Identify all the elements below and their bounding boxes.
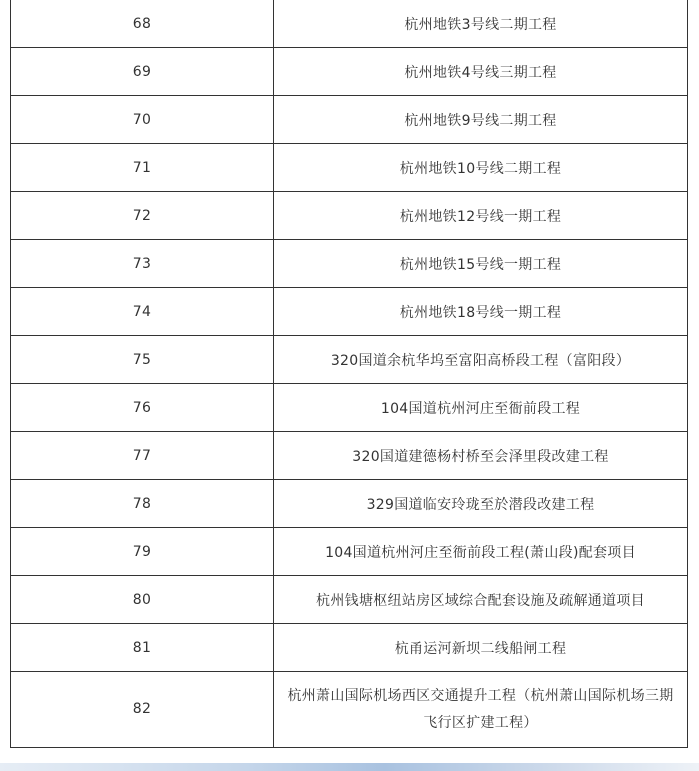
row-number: 69 — [11, 48, 274, 96]
table-row — [11, 0, 688, 48]
row-number: 80 — [11, 576, 274, 624]
table-row — [11, 144, 688, 192]
project-table — [10, 0, 688, 748]
table-row — [11, 192, 688, 240]
table-row — [11, 288, 688, 336]
row-number: 78 — [11, 480, 274, 528]
project-name: 杭州地铁9号线二期工程 — [274, 96, 688, 144]
row-number: 72 — [11, 192, 274, 240]
table-row — [11, 96, 688, 144]
project-name: 320国道建德杨村桥至会泽里段改建工程 — [274, 432, 688, 480]
project-name: 320国道余杭华坞至富阳高桥段工程（富阳段） — [274, 336, 688, 384]
row-number: 70 — [11, 96, 274, 144]
table-row — [11, 432, 688, 480]
row-number: 68 — [11, 0, 274, 48]
project-name: 104国道杭州河庄至衙前段工程(萧山段)配套项目 — [274, 528, 688, 576]
project-name: 329国道临安玲珑至於潜段改建工程 — [274, 480, 688, 528]
project-name: 104国道杭州河庄至衙前段工程 — [274, 384, 688, 432]
table-row — [11, 528, 688, 576]
row-number: 71 — [11, 144, 274, 192]
table-row — [11, 576, 688, 624]
row-number: 81 — [11, 624, 274, 672]
row-number: 79 — [11, 528, 274, 576]
row-number: 76 — [11, 384, 274, 432]
row-number: 74 — [11, 288, 274, 336]
table-row — [11, 672, 688, 748]
project-name: 杭州钱塘枢纽站房区域综合配套设施及疏解通道项目 — [274, 576, 688, 624]
project-name: 杭州地铁3号线二期工程 — [274, 0, 688, 48]
table-row — [11, 480, 688, 528]
project-name: 杭州地铁15号线一期工程 — [274, 240, 688, 288]
table-row — [11, 48, 688, 96]
project-name: 杭州地铁4号线三期工程 — [274, 48, 688, 96]
row-number: 77 — [11, 432, 274, 480]
row-number: 75 — [11, 336, 274, 384]
project-name: 杭州地铁10号线二期工程 — [274, 144, 688, 192]
project-name: 杭州萧山国际机场西区交通提升工程（杭州萧山国际机场三期飞行区扩建工程） — [274, 672, 688, 748]
project-name: 杭州地铁12号线一期工程 — [274, 192, 688, 240]
project-name: 杭甬运河新坝二线船闸工程 — [274, 624, 688, 672]
project-table-container — [10, 0, 687, 748]
row-number: 73 — [11, 240, 274, 288]
project-name: 杭州地铁18号线一期工程 — [274, 288, 688, 336]
table-row — [11, 624, 688, 672]
bottom-decoration-bar — [0, 763, 699, 771]
table-row — [11, 384, 688, 432]
table-row — [11, 240, 688, 288]
row-number: 82 — [11, 672, 274, 748]
table-row — [11, 336, 688, 384]
